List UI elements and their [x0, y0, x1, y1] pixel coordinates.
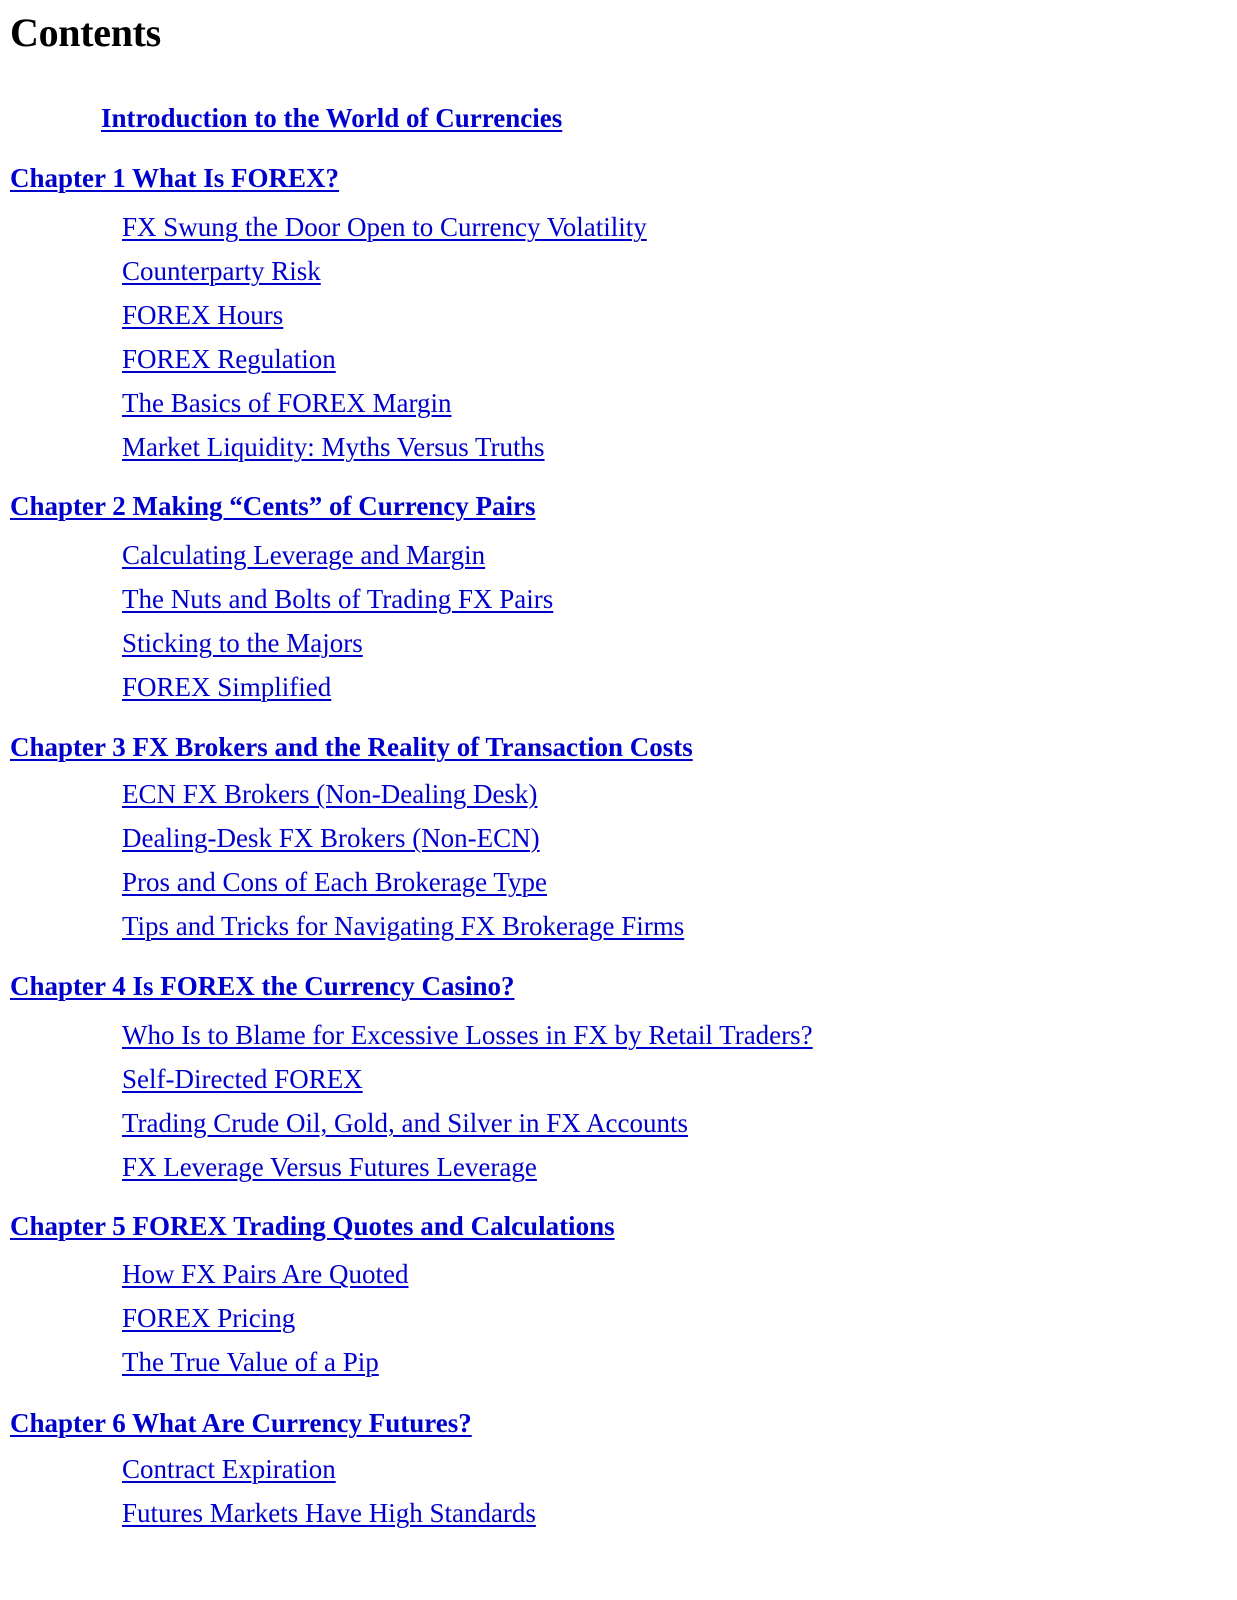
toc-section-link[interactable]: Trading Crude Oil, Gold, and Silver in FX Accounts — [122, 1108, 688, 1138]
toc-chapter-link-6[interactable]: Chapter 6 What Are Currency Futures? — [10, 1408, 472, 1438]
toc-chapter-link-3[interactable]: Chapter 3 FX Brokers and the Reality of Transaction Costs — [10, 732, 693, 762]
toc-section-link[interactable]: The Nuts and Bolts of Trading FX Pairs — [122, 584, 554, 614]
toc-section-link[interactable]: Tips and Tricks for Navigating FX Brokerage Firms — [122, 911, 685, 941]
toc-section-link[interactable]: FOREX Pricing — [122, 1303, 296, 1333]
toc-section-link[interactable]: Contract Expiration — [122, 1454, 336, 1484]
toc-section-link[interactable]: Sticking to the Majors — [122, 628, 363, 658]
toc-section-link[interactable]: FOREX Regulation — [122, 344, 336, 374]
toc-section-link[interactable]: The True Value of a Pip — [122, 1347, 379, 1377]
toc-chapter-link-5[interactable]: Chapter 5 FOREX Trading Quotes and Calculations — [10, 1211, 615, 1241]
toc-section-link[interactable]: Dealing-Desk FX Brokers (Non-ECN) — [122, 823, 540, 853]
toc-intro-link[interactable]: Introduction to the World of Currencies — [101, 103, 563, 133]
toc-chapter-link-2[interactable]: Chapter 2 Making “Cents” of Currency Pairs — [10, 491, 536, 521]
toc-section-link[interactable]: Calculating Leverage and Margin — [122, 540, 486, 570]
toc-section-link[interactable]: Self-Directed FOREX — [122, 1064, 363, 1094]
toc-chapter-link-4[interactable]: Chapter 4 Is FOREX the Currency Casino? — [10, 971, 515, 1001]
toc-section-link[interactable]: FX Leverage Versus Futures Leverage — [122, 1152, 537, 1182]
toc-chapter-link-1[interactable]: Chapter 1 What Is FOREX? — [10, 163, 340, 193]
toc-section-link[interactable]: ECN FX Brokers (Non-Dealing Desk) — [122, 779, 538, 809]
page-title: Contents — [10, 10, 161, 55]
toc-section-link[interactable]: How FX Pairs Are Quoted — [122, 1259, 409, 1289]
toc-section-link[interactable]: Market Liquidity: Myths Versus Truths — [122, 432, 545, 462]
toc-section-link[interactable]: FOREX Hours — [122, 300, 284, 330]
toc-section-link[interactable]: FOREX Simplified — [122, 672, 332, 702]
toc-section-link[interactable]: Who Is to Blame for Excessive Losses in FX by Retail Traders? — [122, 1020, 813, 1050]
toc-section-link[interactable]: Futures Markets Have High Standards — [122, 1498, 536, 1528]
toc-section-link[interactable]: Counterparty Risk — [122, 256, 321, 286]
toc-section-link[interactable]: The Basics of FOREX Margin — [122, 388, 452, 418]
toc-section-link[interactable]: Pros and Cons of Each Brokerage Type — [122, 867, 548, 897]
toc-section-link[interactable]: FX Swung the Door Open to Currency Volatility — [122, 212, 647, 242]
